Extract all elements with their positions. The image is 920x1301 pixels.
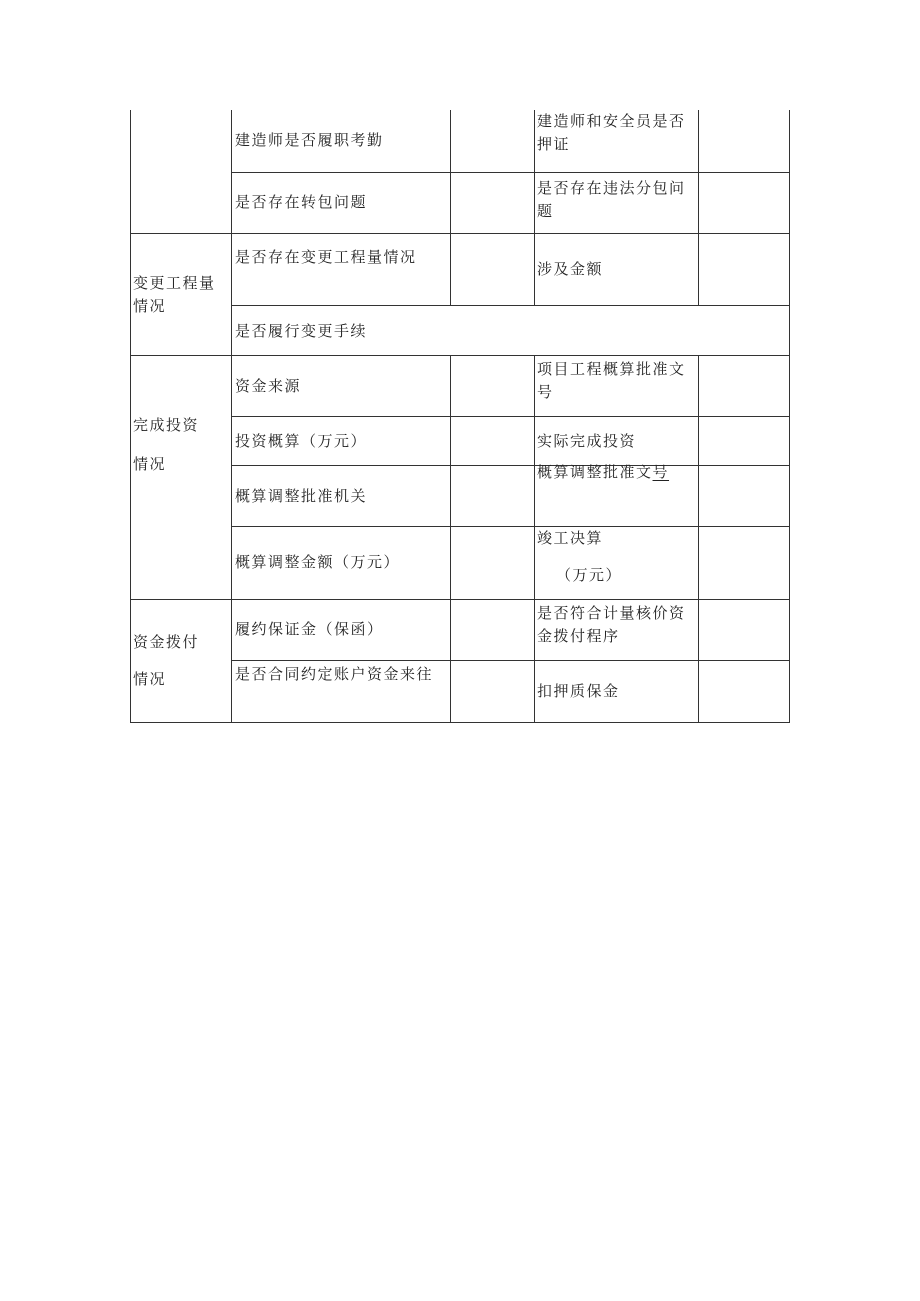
cell-label-retention-money: 扣押质保金 [537, 682, 620, 700]
cell-label-budget-adjust-authority: 概算调整批准机关 [235, 487, 368, 505]
group-label-change-quantity: 变更工程量情况 [133, 274, 216, 315]
cell-label-budget-approval-number: 项目工程概算批准文号 [537, 360, 686, 401]
cell-label-budget-adjust-amount: 概算调整金额（万元） [235, 553, 401, 571]
cell-label-illegal-subcontract: 是否存在违法分包问题 [537, 179, 686, 220]
group-label-investment-line1: 完成投资 [133, 416, 200, 434]
cell-label-metering-procedure: 是否符合计量核价资金拨付程序 [537, 604, 686, 645]
cell-label-contract-account: 是否合同约定账户资金来往 [235, 665, 434, 683]
cell-label-final-settlement: 竣工决算 [537, 529, 604, 547]
budget-adjust-number-tail: 号 [652, 463, 670, 481]
group-label-fund-disbursement-line1: 资金拨付 [133, 633, 200, 651]
cell-label-builder-attendance: 建造师是否履职考勤 [235, 131, 384, 149]
cell-label-fund-source: 资金来源 [235, 377, 302, 395]
cell-label-amount-involved: 涉及金额 [537, 260, 604, 278]
cell-label-subcontract-issue: 是否存在转包问题 [235, 193, 368, 211]
cell-label-builder-certificate: 建造师和安全员是否押证 [537, 112, 686, 153]
cell-label-change-procedure: 是否履行变更手续 [235, 322, 368, 340]
cell-label-budget-adjust-number [537, 461, 669, 484]
cell-label-performance-bond: 履约保证金（保函） [235, 620, 384, 638]
budget-adjust-number-main: 概算调整批准文 [537, 463, 653, 481]
group-label-investment-line2: 情况 [133, 455, 167, 473]
cell-label-final-settlement-unit: （万元） [556, 566, 623, 584]
cell-label-actual-investment: 实际完成投资 [537, 432, 637, 450]
group-label-fund-disbursement-line2: 情况 [133, 670, 167, 688]
cell-label-change-quantity-exists: 是否存在变更工程量情况 [235, 248, 417, 266]
cell-label-investment-budget: 投资概算（万元） [235, 432, 368, 450]
